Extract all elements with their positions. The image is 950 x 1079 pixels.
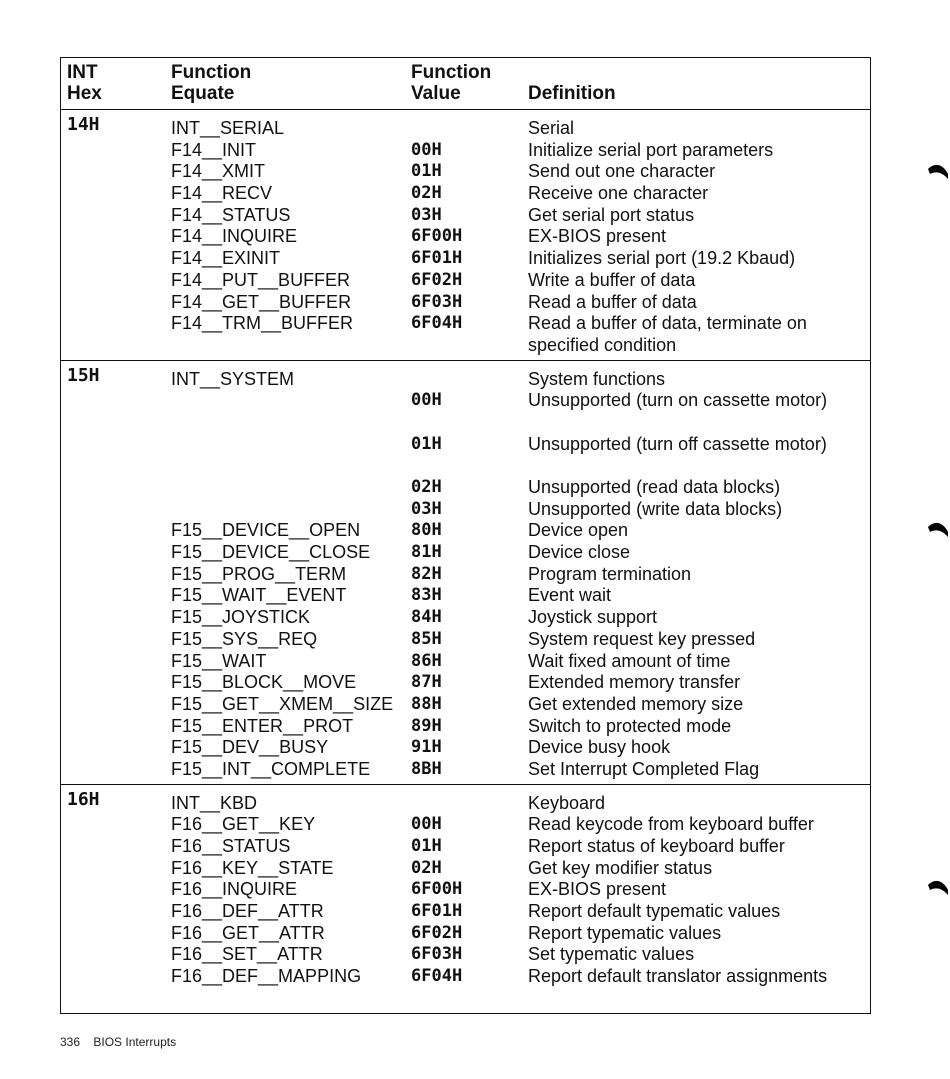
header-function-equate xyxy=(171,62,251,104)
table-body xyxy=(61,110,870,1013)
function-definition: Unsupported (write data blocks) xyxy=(528,498,783,519)
function-equate: F16__SET__ATTR xyxy=(171,944,323,965)
function-value: 82H xyxy=(411,563,442,584)
function-value: 6F03H xyxy=(411,944,463,965)
table-row xyxy=(61,313,870,356)
function-equate: F14__PUT__BUFFER xyxy=(171,269,351,290)
table-row xyxy=(61,520,870,542)
function-value: 00H xyxy=(411,390,442,411)
function-value: 6F03H xyxy=(411,291,463,312)
table-row xyxy=(61,390,870,433)
function-equate: F15__INT__COMPLETE xyxy=(171,758,371,779)
function-value: 80H xyxy=(411,520,442,541)
table-row xyxy=(61,161,870,183)
function-definition: Serial xyxy=(528,118,575,138)
function-equate: F15__PROG__TERM xyxy=(171,563,347,584)
function-value: 6F01H xyxy=(411,901,463,922)
function-equate: F16__DEF__ATTR xyxy=(171,901,324,922)
page-footer xyxy=(60,1035,176,1049)
table-row xyxy=(61,434,870,477)
int-hex-value: 16H xyxy=(67,788,100,810)
function-value: 02H xyxy=(411,477,442,498)
table-row xyxy=(61,793,870,815)
function-definition: Wait fixed amount of time xyxy=(528,650,731,671)
function-value: 6F04H xyxy=(411,966,463,987)
table-row xyxy=(61,205,870,227)
function-value: 87H xyxy=(411,672,442,693)
function-equate: F14__GET__BUFFER xyxy=(171,291,352,312)
function-definition: Initialize serial port parameters xyxy=(528,139,774,160)
table-row xyxy=(61,836,870,858)
function-equate: INT__SERIAL xyxy=(171,118,285,138)
function-value: 00H xyxy=(411,139,442,160)
function-equate: F15__ENTER__PROT xyxy=(171,715,354,736)
function-definition: System request key pressed xyxy=(528,628,756,649)
function-value: 6F00H xyxy=(411,226,463,247)
function-definition: Get key modifier status xyxy=(528,857,713,878)
table-row xyxy=(61,183,870,205)
function-value: 88H xyxy=(411,693,442,714)
header-definition: Definition xyxy=(528,83,616,104)
function-value: 84H xyxy=(411,607,442,628)
table-row xyxy=(61,226,870,248)
function-definition: Receive one character xyxy=(528,183,709,204)
function-equate: INT__SYSTEM xyxy=(171,368,295,389)
table-row xyxy=(61,585,870,607)
int-hex-value: 15H xyxy=(67,364,100,386)
function-definition: Device busy hook xyxy=(528,737,671,758)
function-definition: Unsupported (turn off cassette motor) xyxy=(528,433,827,454)
function-definition: Set typematic values xyxy=(528,944,695,965)
function-definition: Send out one character xyxy=(528,161,716,182)
function-definition: Report default typematic values xyxy=(528,901,781,922)
function-equate: F15__DEV__BUSY xyxy=(171,737,329,758)
table-row xyxy=(61,901,870,923)
function-definition: Report default translator assignments xyxy=(528,966,828,987)
table-row xyxy=(61,499,870,521)
function-equate: F14__INQUIRE xyxy=(171,226,298,247)
table-row xyxy=(61,140,870,162)
table-row xyxy=(61,923,870,945)
header-int-hex-line1: INT xyxy=(67,62,98,83)
function-value: 03H xyxy=(411,498,442,519)
function-definition: Device close xyxy=(528,542,631,563)
function-definition: Get serial port status xyxy=(528,204,695,225)
function-definition: Report typematic values xyxy=(528,922,722,943)
int-section xyxy=(61,110,870,361)
function-equate: F15__WAIT xyxy=(171,650,267,671)
header-function-value-line2: Value xyxy=(411,83,461,104)
function-equate: F14__TRM__BUFFER xyxy=(171,313,354,334)
function-value: 81H xyxy=(411,542,442,563)
function-definition: Write a buffer of data xyxy=(528,269,696,290)
table-row xyxy=(61,716,870,738)
function-definition: Report status of keyboard buffer xyxy=(528,836,785,857)
function-equate: F14__STATUS xyxy=(171,204,291,225)
header-int-hex-line2: Hex xyxy=(67,83,102,104)
function-definition: Event wait xyxy=(528,585,612,606)
function-definition: Device open xyxy=(528,520,629,541)
function-definition: Unsupported (read data blocks) xyxy=(528,477,781,498)
function-equate: F14__XMIT xyxy=(171,161,266,182)
header-function-value-line1: Function xyxy=(411,62,492,83)
function-equate: F16__DEF__MAPPING xyxy=(171,966,362,987)
function-equate: F16__KEY__STATE xyxy=(171,857,334,878)
bios-interrupt-table xyxy=(60,57,871,1014)
function-equate: F16__GET__KEY xyxy=(171,814,316,835)
binding-mark-icon xyxy=(927,163,949,181)
binding-mark-icon xyxy=(927,879,949,897)
function-value: 85H xyxy=(411,628,442,649)
function-equate: F16__STATUS xyxy=(171,836,291,857)
function-value: 86H xyxy=(411,650,442,671)
function-value: 6F00H xyxy=(411,879,463,900)
table-row xyxy=(61,694,870,716)
function-value: 03H xyxy=(411,204,442,225)
function-value: 01H xyxy=(411,161,442,182)
function-definition: Unsupported (turn on cassette motor) xyxy=(528,390,828,411)
function-value: 01H xyxy=(411,836,442,857)
function-value: 8BH xyxy=(411,758,442,779)
int-section xyxy=(61,361,870,785)
function-definition: Initializes serial port (19.2 Kbaud) xyxy=(528,248,796,269)
table-row xyxy=(61,759,870,781)
header-int-hex xyxy=(67,62,102,104)
table-row xyxy=(61,270,870,292)
function-definition: Switch to protected mode xyxy=(528,715,732,736)
page-number: 336 xyxy=(60,1035,81,1049)
table-row xyxy=(61,118,870,140)
table-row xyxy=(61,629,870,651)
table-row xyxy=(61,966,870,1009)
function-value: 6F02H xyxy=(411,922,463,943)
table-header xyxy=(61,58,870,110)
function-equate: F15__WAIT__EVENT xyxy=(171,585,347,606)
function-definition: Get extended memory size xyxy=(528,693,744,714)
table-row xyxy=(61,369,870,391)
function-definition: EX-BIOS present xyxy=(528,226,667,247)
function-equate: F14__EXINIT xyxy=(171,248,281,269)
function-definition: Read keycode from keyboard buffer xyxy=(528,814,814,835)
table-row xyxy=(61,607,870,629)
int-section xyxy=(61,785,870,1013)
function-definition: Read a buffer of data, terminate on specified condition xyxy=(528,313,807,355)
function-equate: F15__DEVICE__CLOSE xyxy=(171,542,371,563)
function-value: 83H xyxy=(411,585,442,606)
function-definition: Read a buffer of data xyxy=(528,291,697,312)
function-definition: EX-BIOS present xyxy=(528,879,667,900)
function-definition: Set Interrupt Completed Flag xyxy=(528,758,760,779)
function-equate: F14__RECV xyxy=(171,183,273,204)
table-row xyxy=(61,672,870,694)
function-value: 89H xyxy=(411,715,442,736)
table-row xyxy=(61,564,870,586)
function-value: 02H xyxy=(411,857,442,878)
int-hex-value: 14H xyxy=(67,114,100,135)
function-definition: Extended memory transfer xyxy=(528,672,741,693)
function-equate: F15__GET__XMEM__SIZE xyxy=(171,693,394,714)
function-definition: System functions xyxy=(528,368,666,389)
function-value: 6F01H xyxy=(411,248,463,269)
function-value: 6F04H xyxy=(411,313,463,334)
function-equate: F15__BLOCK__MOVE xyxy=(171,672,357,693)
header-function-value xyxy=(411,62,491,104)
table-row xyxy=(61,292,870,314)
function-equate: INT__KBD xyxy=(171,792,258,813)
function-equate: F14__INIT xyxy=(171,139,257,160)
function-equate: F15__DEVICE__OPEN xyxy=(171,520,361,541)
function-value: 00H xyxy=(411,814,442,835)
function-definition: Program termination xyxy=(528,563,692,584)
function-equate: F15__SYS__REQ xyxy=(171,628,318,649)
function-equate: F16__INQUIRE xyxy=(171,879,298,900)
function-definition: Keyboard xyxy=(528,792,606,813)
function-equate: F15__JOYSTICK xyxy=(171,607,311,628)
header-function-equate-line2: Equate xyxy=(171,83,235,104)
header-function-equate-line1: Function xyxy=(171,62,252,83)
function-value: 01H xyxy=(411,433,442,454)
table-row xyxy=(61,737,870,759)
table-row xyxy=(61,858,870,880)
function-equate: F16__GET__ATTR xyxy=(171,922,325,943)
table-row xyxy=(61,542,870,564)
binding-mark-icon xyxy=(927,521,949,539)
table-row xyxy=(61,477,870,499)
table-row xyxy=(61,879,870,901)
table-row xyxy=(61,248,870,270)
function-value: 6F02H xyxy=(411,269,463,290)
function-value: 02H xyxy=(411,183,442,204)
table-row xyxy=(61,944,870,966)
section-title: BIOS Interrupts xyxy=(93,1035,177,1049)
function-value: 91H xyxy=(411,737,442,758)
table-row xyxy=(61,651,870,673)
table-row xyxy=(61,814,870,836)
function-definition: Joystick support xyxy=(528,607,658,628)
